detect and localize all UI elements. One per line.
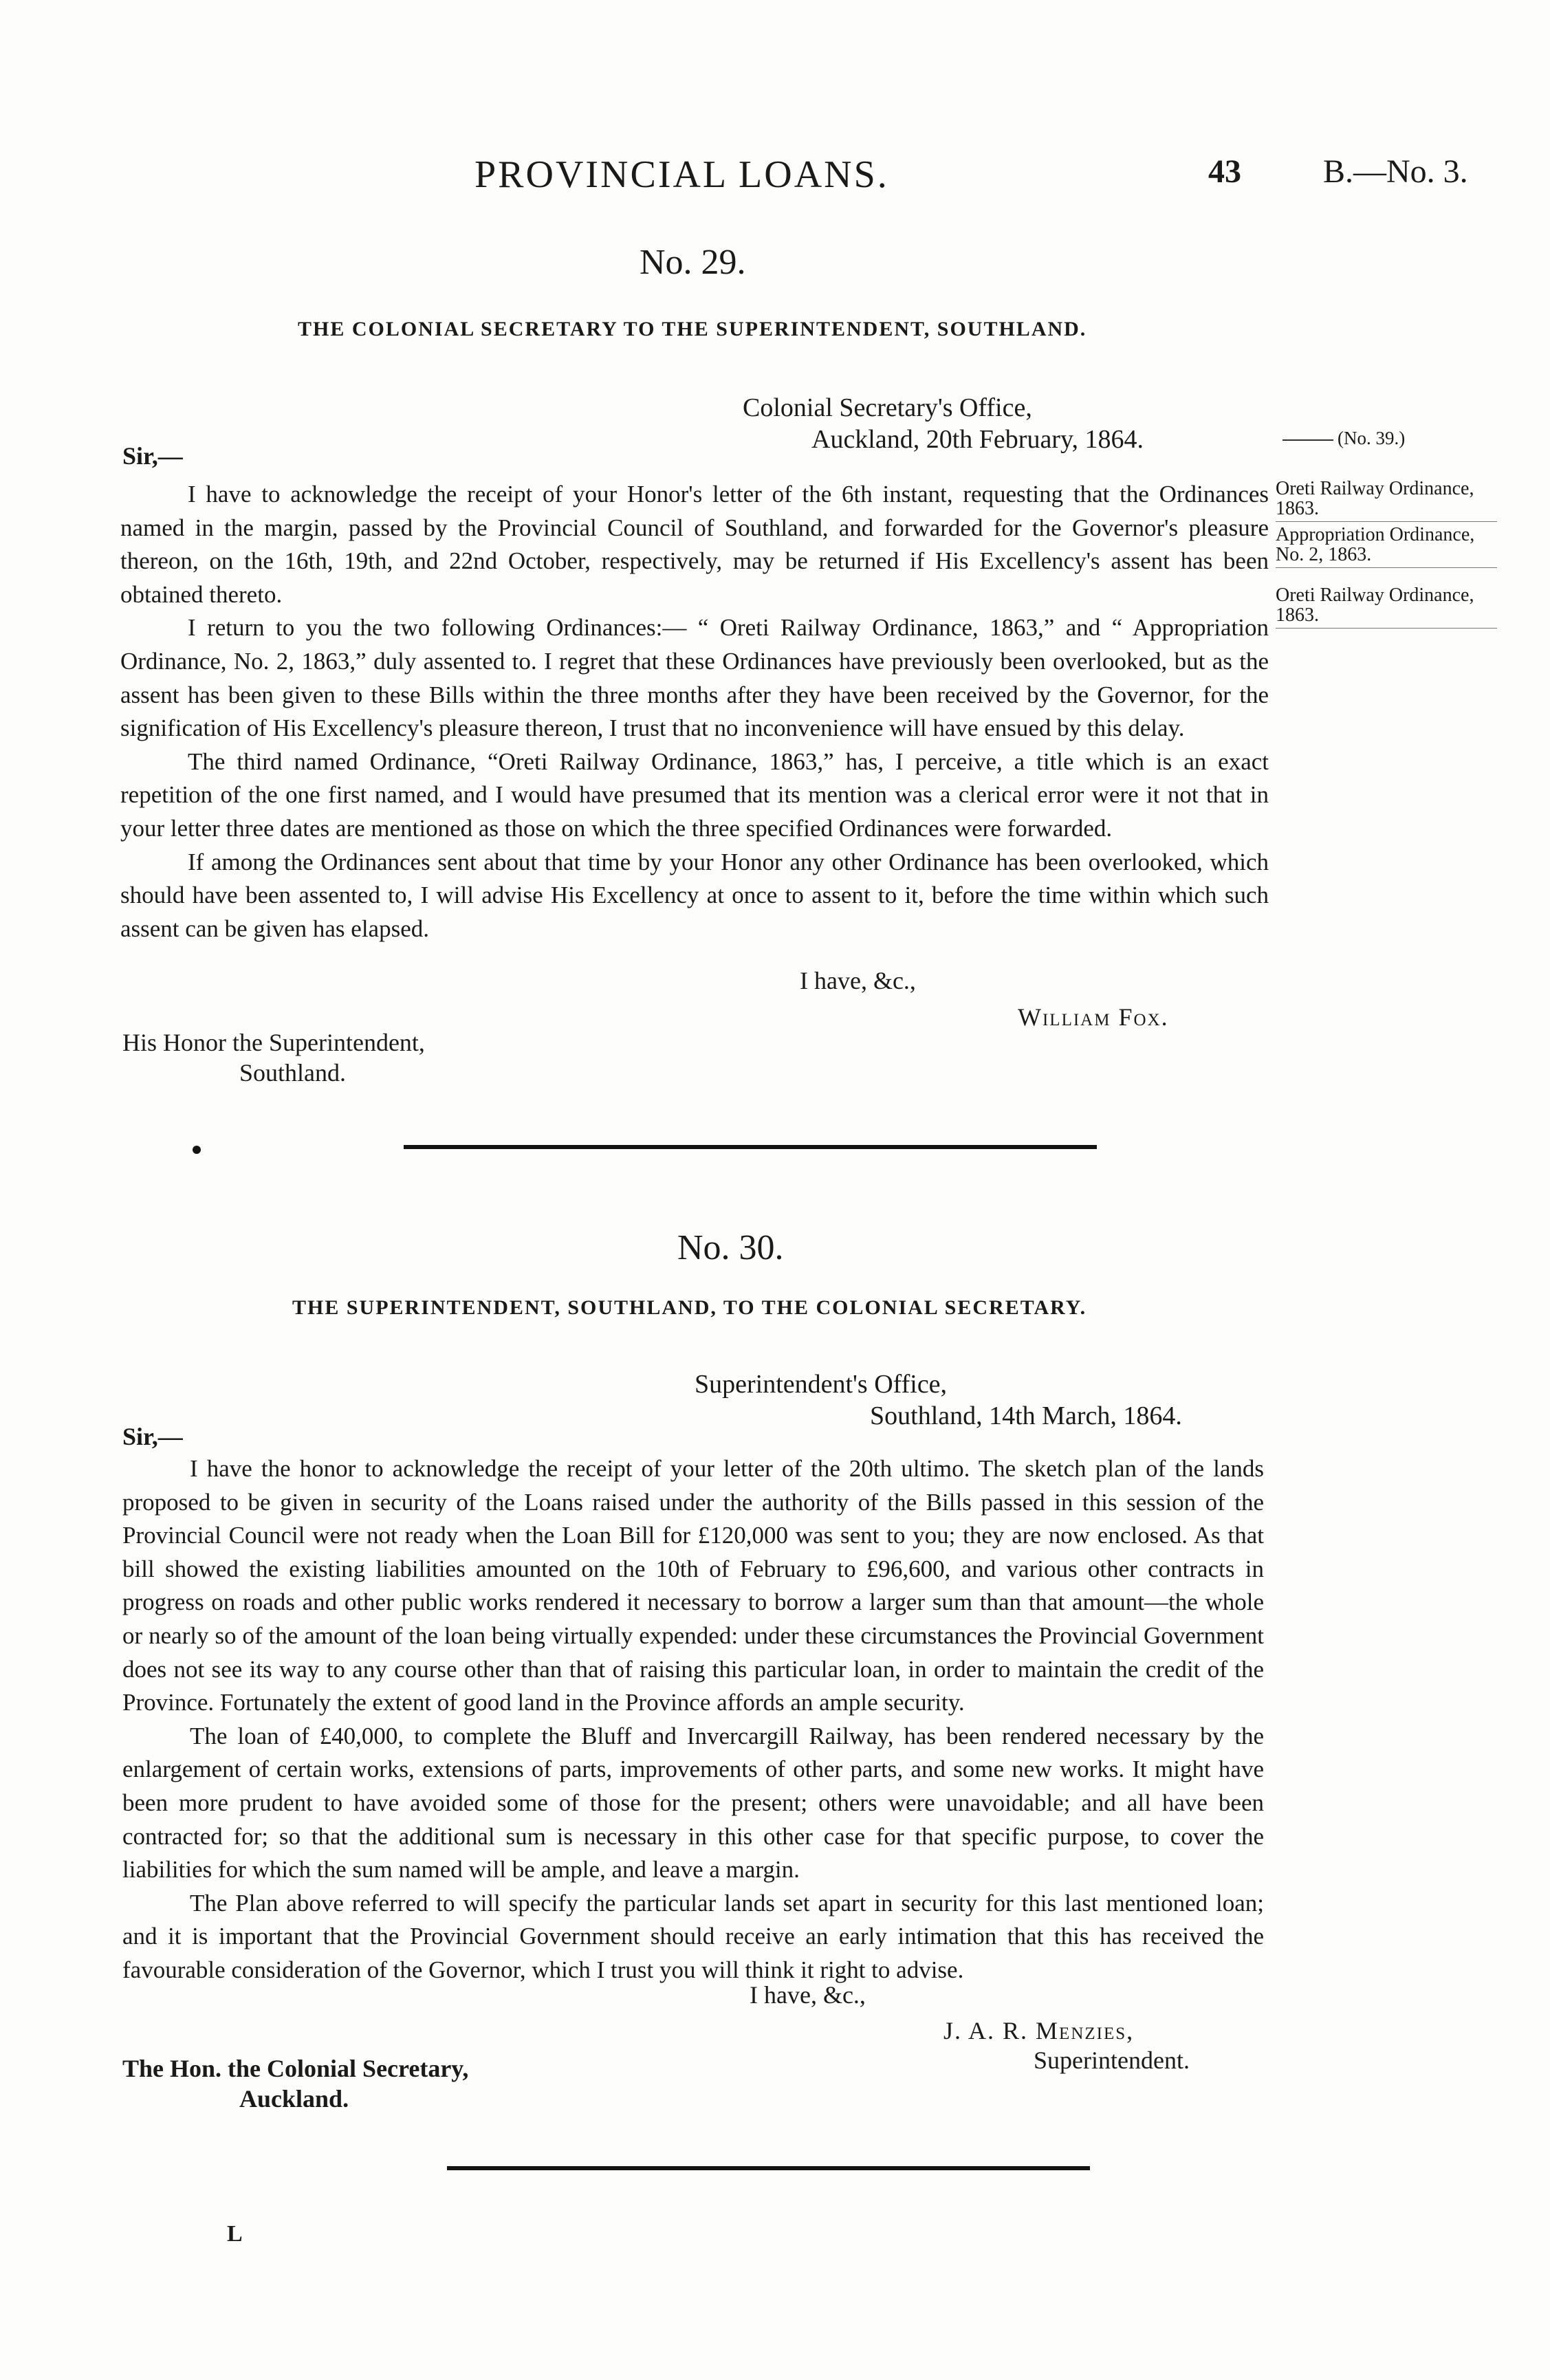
addressee-name: His Honor the Superintendent, [122,1029,425,1056]
office-line: Colonial Secretary's Office, [743,393,1032,422]
date-line: Southland, 14th March, 1864. [870,1401,1182,1430]
date-line: Auckland, 20th February, 1864. [811,425,1144,454]
addressee-name: The Hon. the Colonial Secretary, [122,2055,469,2082]
addressee [122,1027,425,1088]
page-number: 43 [1208,153,1241,190]
margin-note: Oreti Railway Ordinance, 1863. [1276,479,1497,522]
letter-number: No. 29. [640,243,746,282]
paragraph: The third named Ordinance, “Oreti Railway Ordinance, 1863,” has, I perceive, a title which is an exact repetition of the one first named, and I would have presumed that its mention was a clerical error were it not that in your letter three dates are mentioned as those on which the three specified Ordinances were forwarded. [120,747,1269,842]
paragraph: I have to acknowledge the receipt of your Honor's letter of the 6th instant, requesting that the Ordinances named in the margin, passed by the Provincial Council of Southland, and forwarded for the Governor's pleasure thereon, on the 16th, 19th, and 22nd October, respectively, may be returned if His Excellency's assent has been obtained thereto. [120,481,1269,608]
salutation: Sir,— [122,442,183,470]
letter-heading: THE SUPERINTENDENT, SOUTHLAND, TO THE COLONIAL SECRETARY. [292,1296,1087,1319]
closing: I have, &c., [750,1981,866,2009]
addressee-place: Southland. [239,1059,347,1087]
closing: I have, &c., [800,967,916,994]
letter-body [122,1452,1264,1987]
letter-number: No. 30. [677,1228,784,1267]
running-title: PROVINCIAL LOANS. [474,153,889,196]
signature: William Fox. [1018,1003,1169,1031]
office-line: Superintendent's Office, [695,1370,948,1399]
addressee-place: Auckland. [239,2085,349,2112]
margin-note: Appropriation Ordinance, No. 2, 1863. [1276,525,1497,568]
letter-heading: THE COLONIAL SECRETARY TO THE SUPERINTENDENT, SOUTHLAND. [298,318,1087,340]
paragraph: The loan of £40,000, to complete the Bluff and Invercargill Railway, has been rendered necessary by the enlargement of certain works, extensions of parts, improvements of other parts, and some new works. It might have been more prudent to have avoided some of those for the present; others were unavoidable; and all have been contracted for; so that the additional sum is necessary in this other case for that specific purpose, to cover the liabilities for which the sum named will be ample, and leave a margin. [122,1722,1264,1884]
signature: J. A. R. Menzies, [943,2017,1135,2044]
margin-reference: (No. 39.) [1282,428,1405,449]
closing-rule [447,2166,1090,2170]
signature-title: Superintendent. [1034,2046,1190,2074]
paragraph: If among the Ordinances sent about that time by your Honor any other Ordinance has been overlooked, which should have been assented to, I will advise His Excellency at once to assent to it, before the time within which such assent can be given has elapsed. [120,848,1269,942]
addressee [122,2053,468,2114]
letter-body [120,478,1269,946]
separator-rule [404,1145,1097,1149]
sheet-signature-mark: L [227,2221,243,2247]
paragraph: I have the honor to acknowledge the receipt of your letter of the 20th ultimo. The sketch plan of the lands proposed to be given in security of the Loans raised under the authority of the Bills passed in this session of the Provincial Council were not ready when the Loan Bill for £120,000 was sent to you; they are now enclosed. As that bill showed the existing liabilities amounted on the 10th of February to £96,600, and various other contracts in progress on roads and other public works rendered it necessary to borrow a larger sum than that amount—the whole or nearly so of the amount of the loan being virtually expended: under these circumstances the Provincial Government does not see its way to any course other than that of raising this particular loan, in order to maintain the credit of the Province. Fortunately the extent of good land in the Province affords an ample security. [122,1455,1264,1716]
salutation: Sir,— [122,1423,183,1450]
paragraph: I return to you the two following Ordinances:— “ Oreti Railway Ordinance, 1863,” and “ Appropriation Ordinance, No. 2, 1863,” duly assented to. I regret that these Ordinances have previously been overlooked, but as the assent has been given to these Bills within the three months after they have been received by the Governor, for the signification of His Excellency's pleasure thereon, I trust that no inconvenience will have ensued by this delay. [120,614,1269,742]
separator-dot [193,1146,201,1154]
paragraph: The Plan above referred to will specify the particular lands set apart in security for this last mentioned loan; and it is important that the Provincial Government should receive an early intimation that this has received the favourable consideration of the Governor, which I trust you will think it right to advise. [122,1889,1264,1983]
margin-note: Oreti Railway Ordinance, 1863. [1276,585,1497,629]
section-reference: B.—No. 3. [1323,153,1468,190]
